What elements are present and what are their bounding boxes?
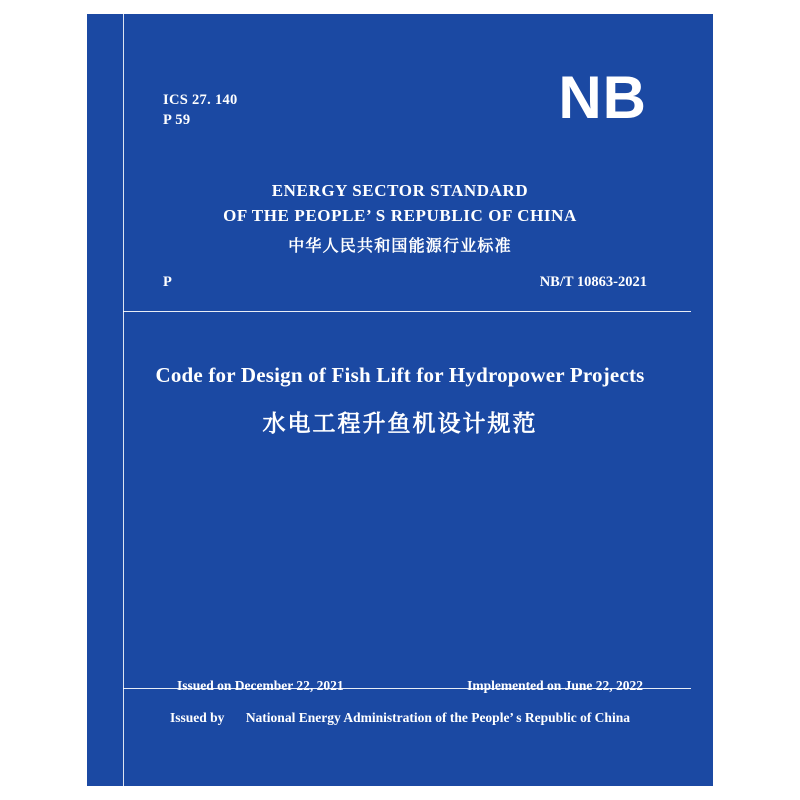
category-letter: P — [163, 274, 172, 290]
standard-authority-cn: 中华人民共和国能源行业标准 — [288, 238, 512, 255]
standard-meta-row — [163, 274, 647, 291]
issued-by-label: Issued by — [170, 710, 225, 725]
issued-date: Issued on December 22, 2021 — [177, 678, 344, 693]
ics-block — [163, 90, 238, 130]
standard-authority-line1: ENERGY SECTOR STANDARD — [271, 181, 529, 200]
document-title-cn: 水电工程升鱼机设计规范 — [262, 411, 538, 436]
standard-authority-line2: OF THE PEOPLE’ S REPUBLIC OF CHINA — [223, 206, 577, 225]
divider-top — [123, 311, 691, 312]
standard-authority-en — [87, 178, 713, 228]
nb-logo: NB — [558, 64, 647, 131]
issued-by-organization: National Energy Administration of the People’ s Republic of China — [245, 710, 630, 725]
classification-code: P 59 — [163, 112, 191, 128]
cover-left-rule — [123, 14, 124, 786]
standard-cover — [87, 14, 713, 786]
standard-number: NB/T 10863-2021 — [539, 274, 647, 290]
document-title-en: Code for Design of Fish Lift for Hydropower Projects — [155, 363, 645, 387]
implemented-date: Implemented on June 22, 2022 — [467, 678, 643, 693]
ics-code: ICS 27. 140 — [163, 92, 238, 108]
dates-row — [177, 678, 643, 694]
issued-by-row — [87, 710, 713, 726]
